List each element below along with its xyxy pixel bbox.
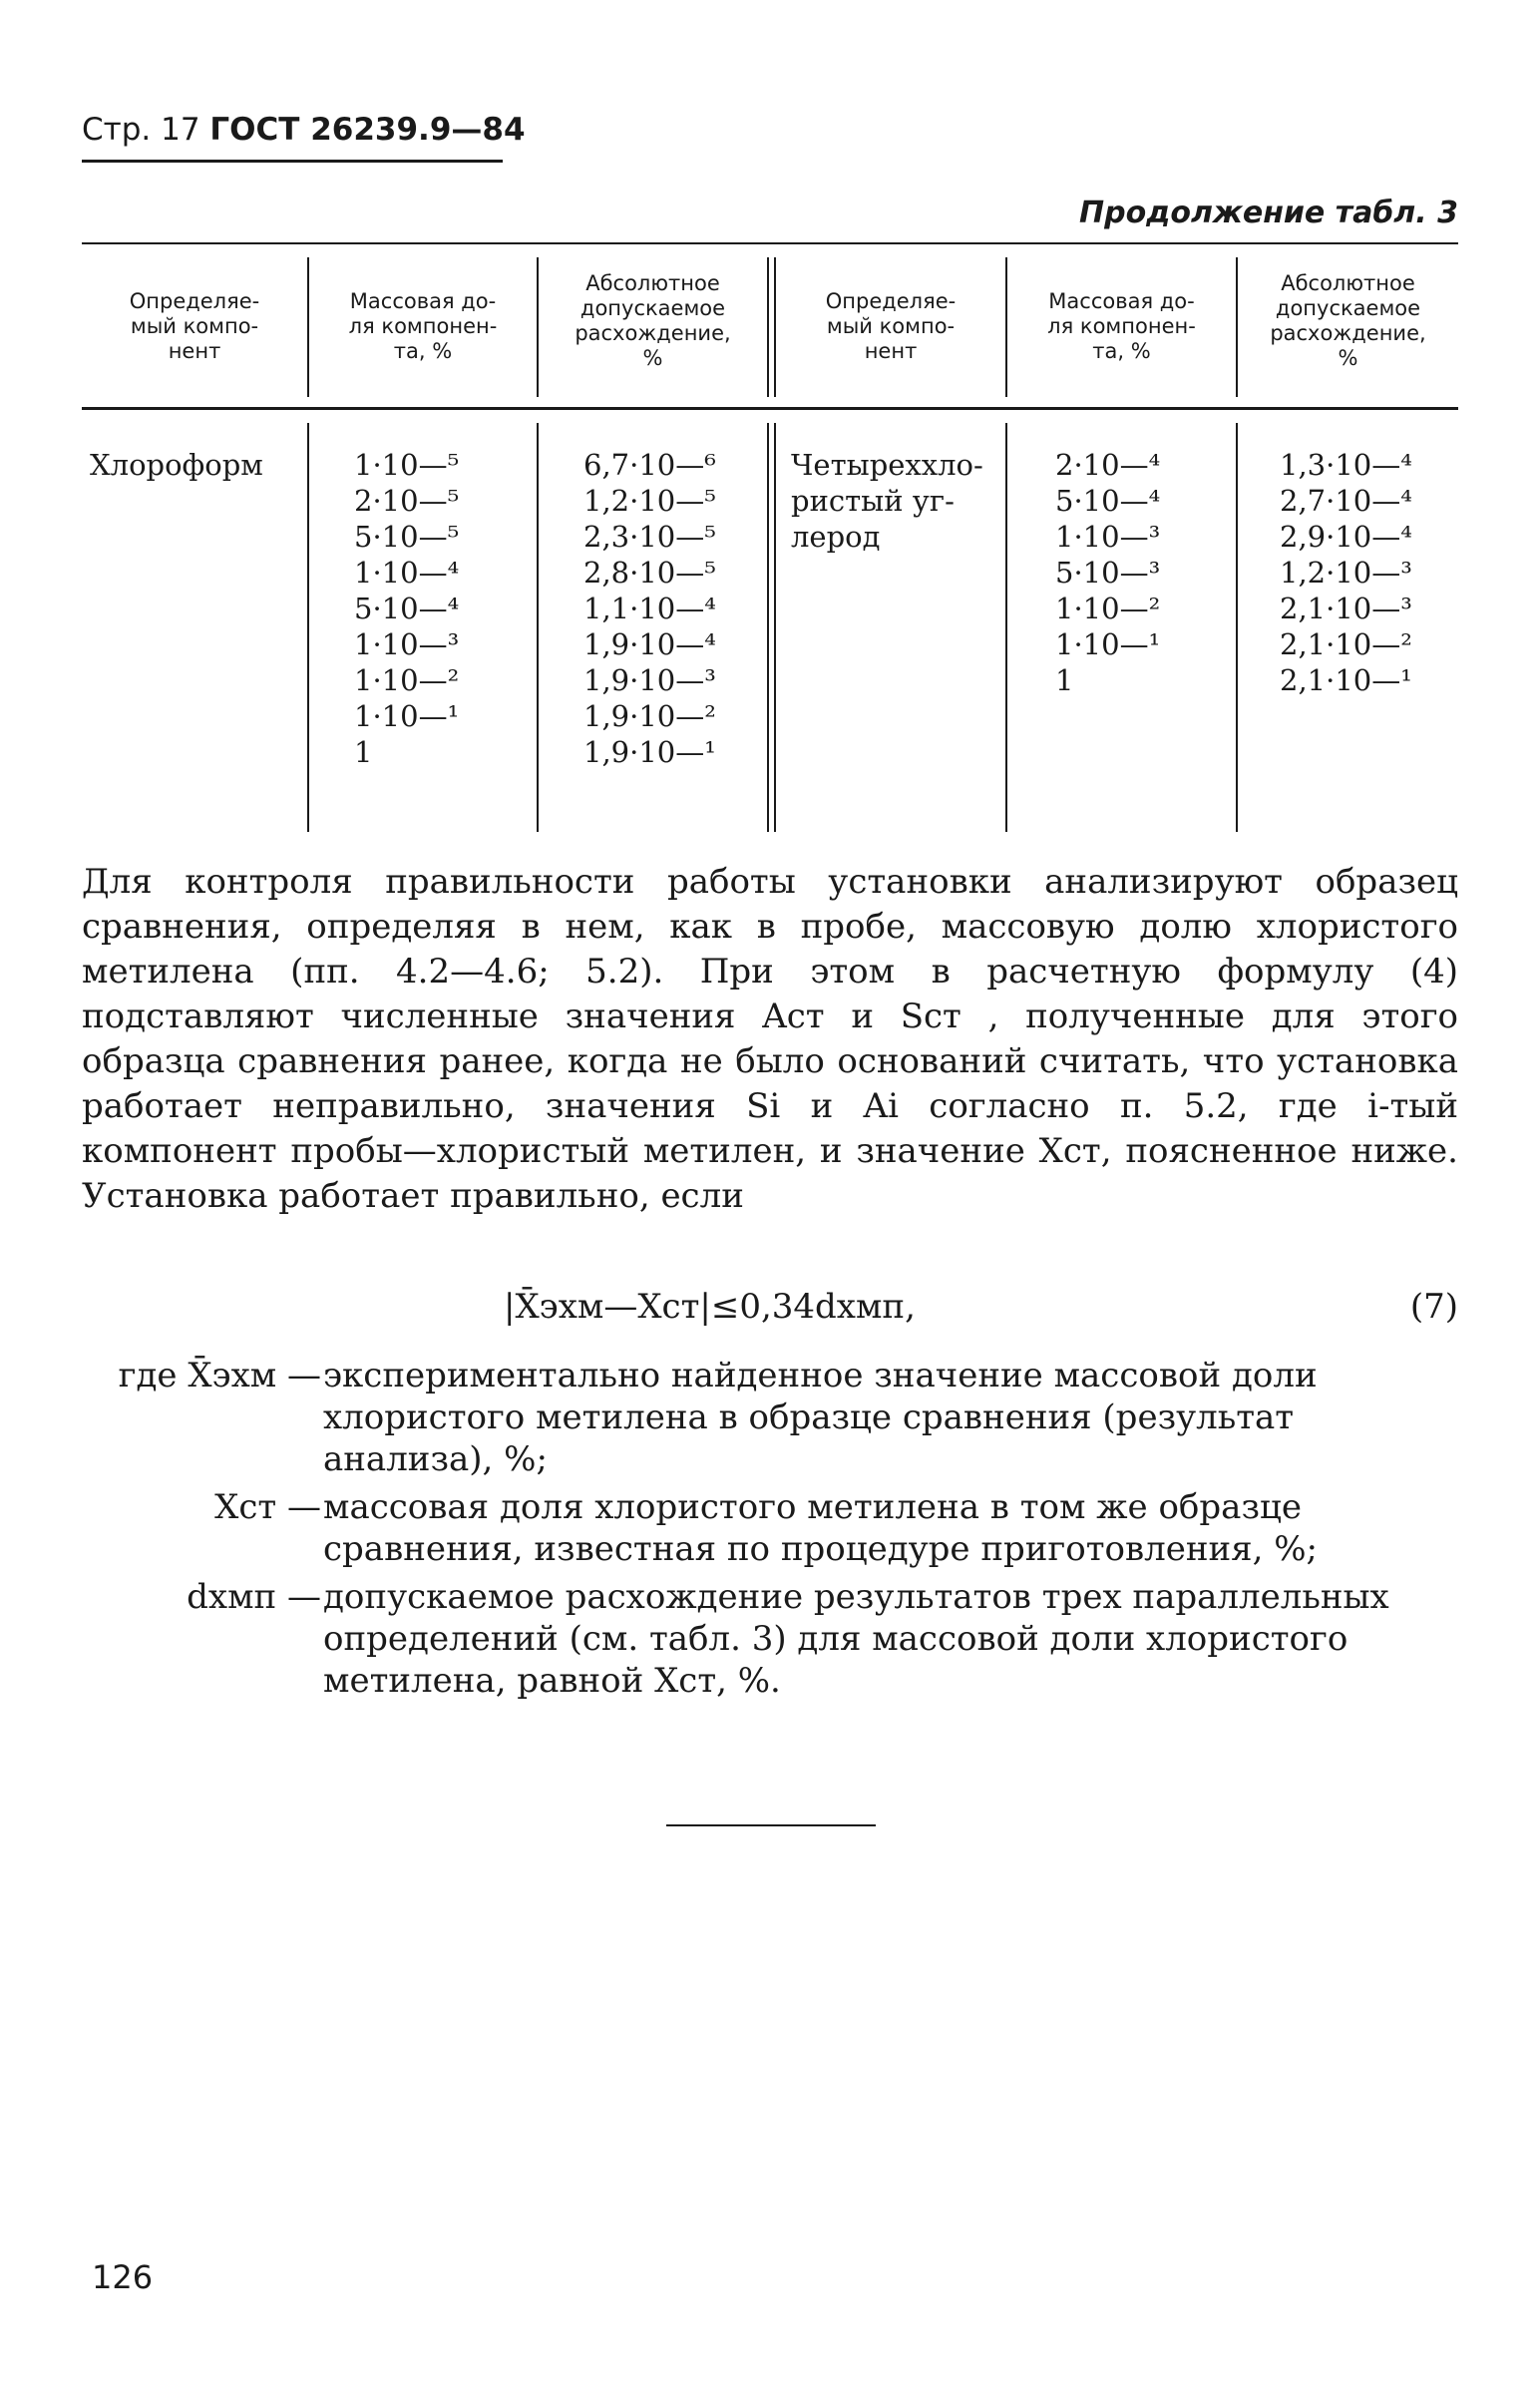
mass-cell: 1·10—⁵ 2·10—⁵ 5·10—⁵ 1·10—⁴ 5·10—⁴ 1·10—³ 1·10—² 1·10—¹ 1 xyxy=(354,448,460,769)
page-number: 126 xyxy=(92,2258,154,2296)
equation-number: (7) xyxy=(1409,1287,1458,1327)
table-vline xyxy=(307,423,309,832)
column-header: Определяе- мый компо- нент xyxy=(129,289,260,363)
standard-label: ГОСТ 26239.9—84 xyxy=(209,112,526,148)
definitions-list xyxy=(82,1355,1458,1708)
table-vline xyxy=(537,423,539,832)
definition-symbol: dхмп — xyxy=(187,1577,321,1617)
mass-cell: 2·10—⁴ 5·10—⁴ 1·10—³ 5·10—³ 1·10—² 1·10—¹ 1 xyxy=(1055,448,1161,697)
table-vline xyxy=(767,423,769,832)
column-header: Массовая до- ля компонен- та, % xyxy=(348,289,498,363)
table-header-rule xyxy=(82,407,1458,410)
table-vline xyxy=(767,257,769,397)
page-label: Стр. 17 xyxy=(82,112,200,148)
tolerance-cell: 6,7·10—⁶ 1,2·10—⁵ 2,3·10—⁵ 2,8·10—⁵ 1,1·10—⁴ 1,9·10—⁴ 1,9·10—³ 1,9·10—² 1,9·10—¹ xyxy=(583,448,716,769)
table-caption: Продолжение табл. 3 xyxy=(1078,196,1458,230)
definition-text: экспериментально найденное значение массовой доли хлористого метилена в образце сравнения (результат анализа), %; xyxy=(323,1356,1318,1479)
definition-item xyxy=(82,1576,1458,1702)
definition-text: массовая доля хлористого метилена в том же образце сравнения, известная по процедуре приготовления, %; xyxy=(323,1487,1319,1569)
definition-item xyxy=(82,1486,1458,1570)
body-paragraph: Для контроля правильности работы установки анализируют образец сравнения, определяя в нем, как в пробе, массовую долю хлористого метилена (пп. 4.2—4.6; 5.2). При этом в расчетную формулу (4) подставляют численные значения Aст и Sст , полученные для этого образца сравнения ранее, когда не было оснований считать, что установка работает неправильно, значения Si и Ai согласно п. 5.2, где i-тый компонент пробы—хлористый метилен, и значение Xст, поясненное ниже. Установка работает правильно, если xyxy=(82,862,1458,1216)
definition-symbol: где X̄эхм — xyxy=(118,1356,321,1395)
formula: |X̄эхм—Xст|≤0,34dхмп, xyxy=(504,1287,916,1327)
table-vline xyxy=(1005,423,1007,832)
header-rule xyxy=(82,160,503,163)
column-header: Массовая до- ля компонен- та, % xyxy=(1047,289,1196,363)
definition-item xyxy=(82,1355,1458,1480)
component-cell: Четыреххло- ристый уг- лерод xyxy=(791,448,983,554)
end-rule xyxy=(666,1824,876,1826)
definition-text: допускаемое расхождение результатов трех параллельных определений (см. табл. 3) для массовой доли хлористого метилена, равной Xст, %. xyxy=(323,1577,1389,1701)
column-header: Абсолютное допускаемое расхождение, % xyxy=(575,271,731,370)
definition-symbol: Xст — xyxy=(214,1487,321,1527)
tolerance-cell: 1,3·10—⁴ 2,7·10—⁴ 2,9·10—⁴ 1,2·10—³ 2,1·10—³ 2,1·10—² 2,1·10—¹ xyxy=(1280,448,1412,697)
page-header xyxy=(82,112,526,148)
component-cell: Хлороформ xyxy=(90,448,263,482)
table-vline xyxy=(1236,423,1238,832)
column-header: Определяе- мый компо- нент xyxy=(825,289,957,363)
table-top-rule xyxy=(82,242,1458,244)
column-header: Абсолютное допускаемое расхождение, % xyxy=(1270,271,1426,370)
table-vline xyxy=(774,423,776,832)
